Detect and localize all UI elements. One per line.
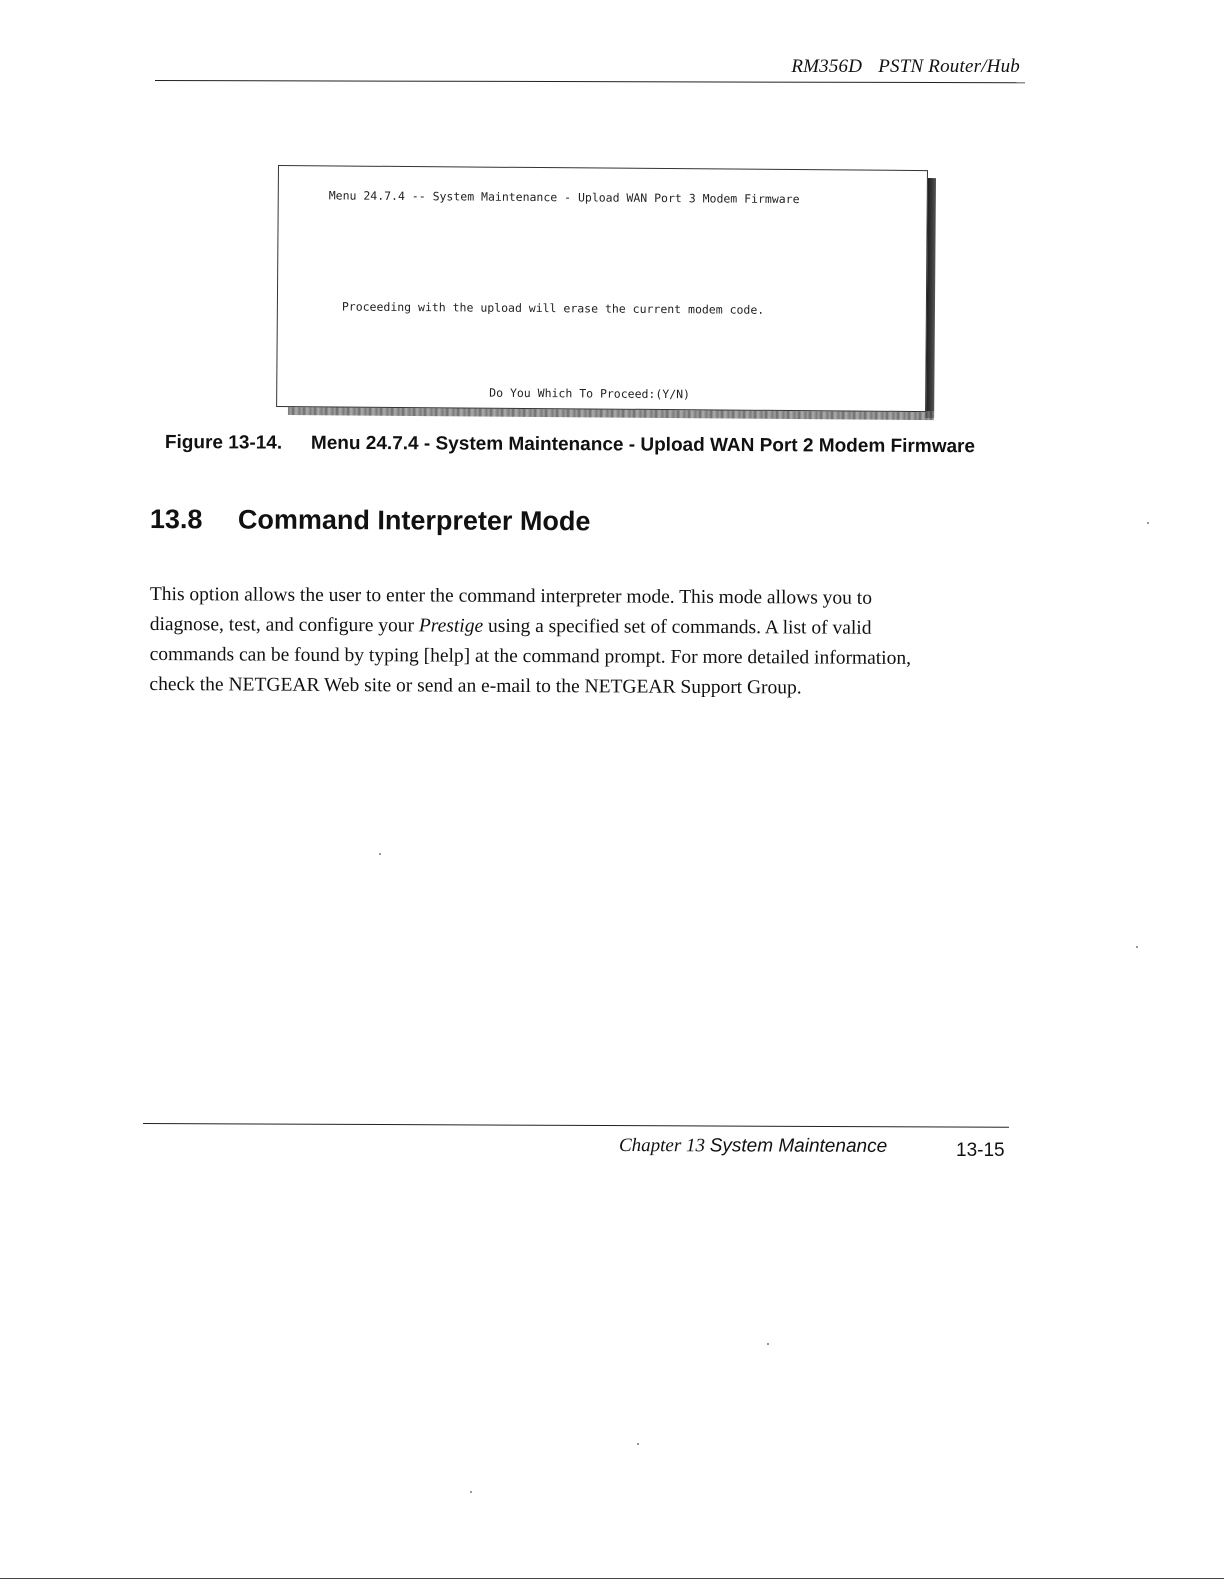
product-name-emphasis: Prestige xyxy=(418,615,484,637)
scan-speck xyxy=(1147,522,1149,524)
header-model: RM356D xyxy=(791,56,863,77)
footer-title: System Maintenance xyxy=(709,1135,888,1157)
terminal-screenshot xyxy=(276,165,928,412)
section-title: Command Interpreter Mode xyxy=(237,504,591,537)
body-text: diagnose, test, and configure your xyxy=(149,613,419,637)
footer-chapter-title xyxy=(619,1135,887,1158)
running-header xyxy=(600,56,1020,78)
figure-caption xyxy=(165,432,1035,459)
body-text: using a specified set of commands. A list of valid xyxy=(483,615,872,639)
scan-speck xyxy=(379,853,381,855)
section-heading xyxy=(150,504,591,537)
header-rule xyxy=(155,80,1025,83)
body-line: This option allows the user to enter the command interpreter mode. This mode allows you to xyxy=(149,583,873,609)
footer-rule xyxy=(143,1123,1009,1128)
scan-speck xyxy=(637,1443,639,1445)
page-number: 13-15 xyxy=(956,1140,1005,1161)
terminal-menu-title: Menu 24.7.4 -- System Maintenance - Upload WAN Port 3 Modem Firmware xyxy=(328,188,800,207)
scan-edge-rule xyxy=(0,1578,1224,1579)
body-line: check the NETGEAR Web site or send an e-mail to the NETGEAR Support Group. xyxy=(149,673,802,699)
body-line xyxy=(150,610,1010,645)
scan-speck xyxy=(1136,946,1138,948)
figure-caption-text: Menu 24.7.4 - System Maintenance - Upload WAN Port 2 Modem Firmware xyxy=(310,432,976,458)
terminal-prompt: Do You Which To Proceed:(Y/N) xyxy=(489,385,691,402)
body-paragraph xyxy=(149,580,1010,705)
scan-speck xyxy=(767,1343,769,1345)
body-line: commands can be found by typing [help] at the command prompt. For more detailed information, xyxy=(149,643,912,669)
scan-speck xyxy=(470,1491,472,1493)
header-product: PSTN Router/Hub xyxy=(878,56,1020,77)
terminal-warning-message: Proceeding with the upload will erase the current modem code. xyxy=(341,299,765,317)
footer-chapter: Chapter 13 xyxy=(618,1135,706,1157)
figure-label: Figure 13-14. xyxy=(164,432,283,454)
section-number: 13.8 xyxy=(149,504,203,535)
